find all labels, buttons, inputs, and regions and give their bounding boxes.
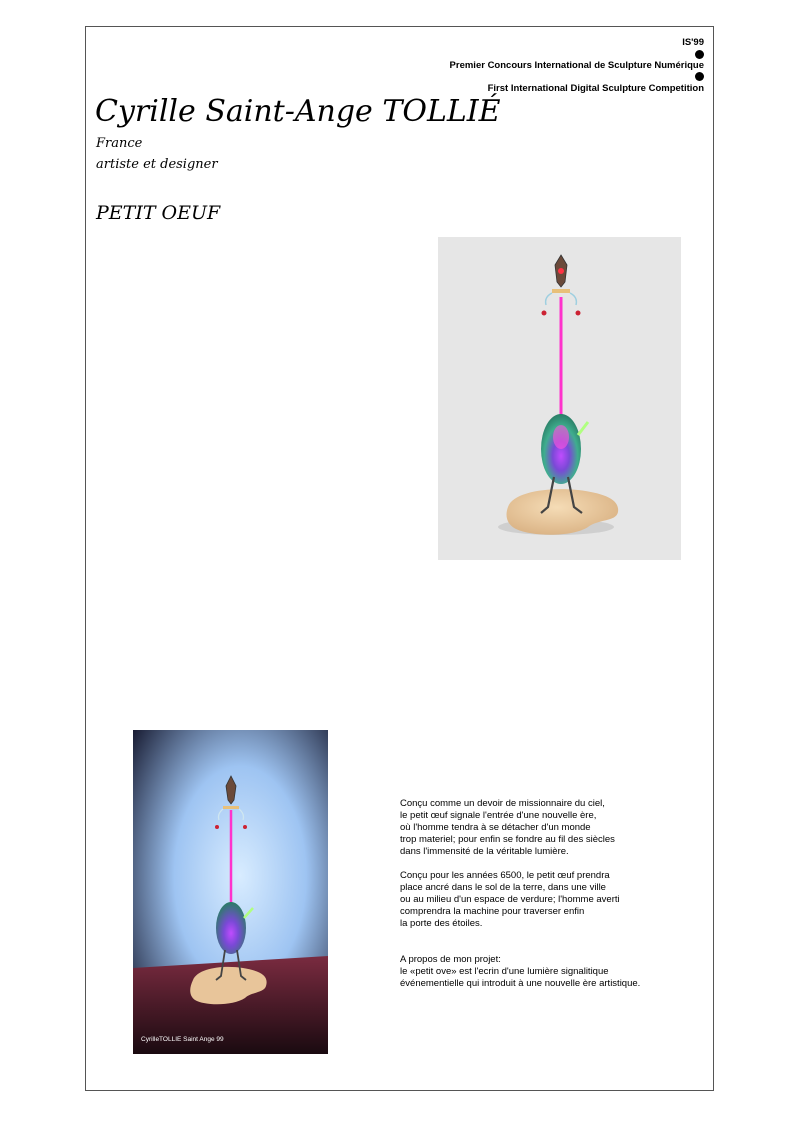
scene-illustration	[133, 730, 328, 1054]
sculpture-illustration	[438, 237, 681, 560]
description-paragraph-3	[400, 954, 640, 990]
text-line: le petit œuf signale l'entrée d'une nouvelle ère,	[400, 810, 597, 821]
text-line: Conçu pour les années 6500, le petit œuf prendra	[400, 870, 610, 881]
text-line: Conçu comme un devoir de missionnaire du ciel,	[400, 798, 605, 809]
text-line: le «petit ove» est l'ecrin d'une lumière signalitique	[400, 966, 609, 977]
artist-country: France	[96, 136, 143, 151]
text-line: événementielle qui introduit à une nouvelle ère artistique.	[400, 978, 641, 989]
work-title: PETIT OEUF	[96, 202, 221, 224]
artist-name: Cyrille Saint-Ange TOLLIÉ	[95, 94, 501, 129]
text-line: place ancré dans le sol de la terre, dans une ville	[400, 882, 606, 893]
bullet-dot	[695, 72, 704, 81]
description-paragraph-1	[400, 798, 615, 858]
text-line: A propos de mon projet:	[400, 954, 501, 965]
artist-role: artiste et designer	[96, 157, 218, 172]
text-line: dans l'immensité de la véritable lumière.	[400, 846, 569, 857]
description-paragraph-2	[400, 870, 620, 930]
competition-title-fr: Premier Concours International de Sculpture Numérique	[449, 60, 704, 71]
text-line: la porte des étoiles.	[400, 918, 483, 929]
text-line: comprendra la machine pour traverser enfin	[400, 906, 585, 917]
sculpture-scene-image	[133, 730, 328, 1054]
text-line: ou au milieu d'un espace de verdure; l'homme averti	[400, 894, 620, 905]
sculpture-render-image	[438, 237, 681, 560]
image-credit: CyrilleTOLLIE Saint Ange 99	[141, 1036, 224, 1043]
text-line: trop materiel; pour enfin se fondre au fil des siècles	[400, 834, 615, 845]
text-line: où l'homme tendra à se détacher d'un monde	[400, 822, 591, 833]
bullet-dot	[695, 50, 704, 59]
competition-code: IS'99	[682, 37, 704, 48]
competition-title-en: First International Digital Sculpture Competition	[487, 83, 704, 94]
